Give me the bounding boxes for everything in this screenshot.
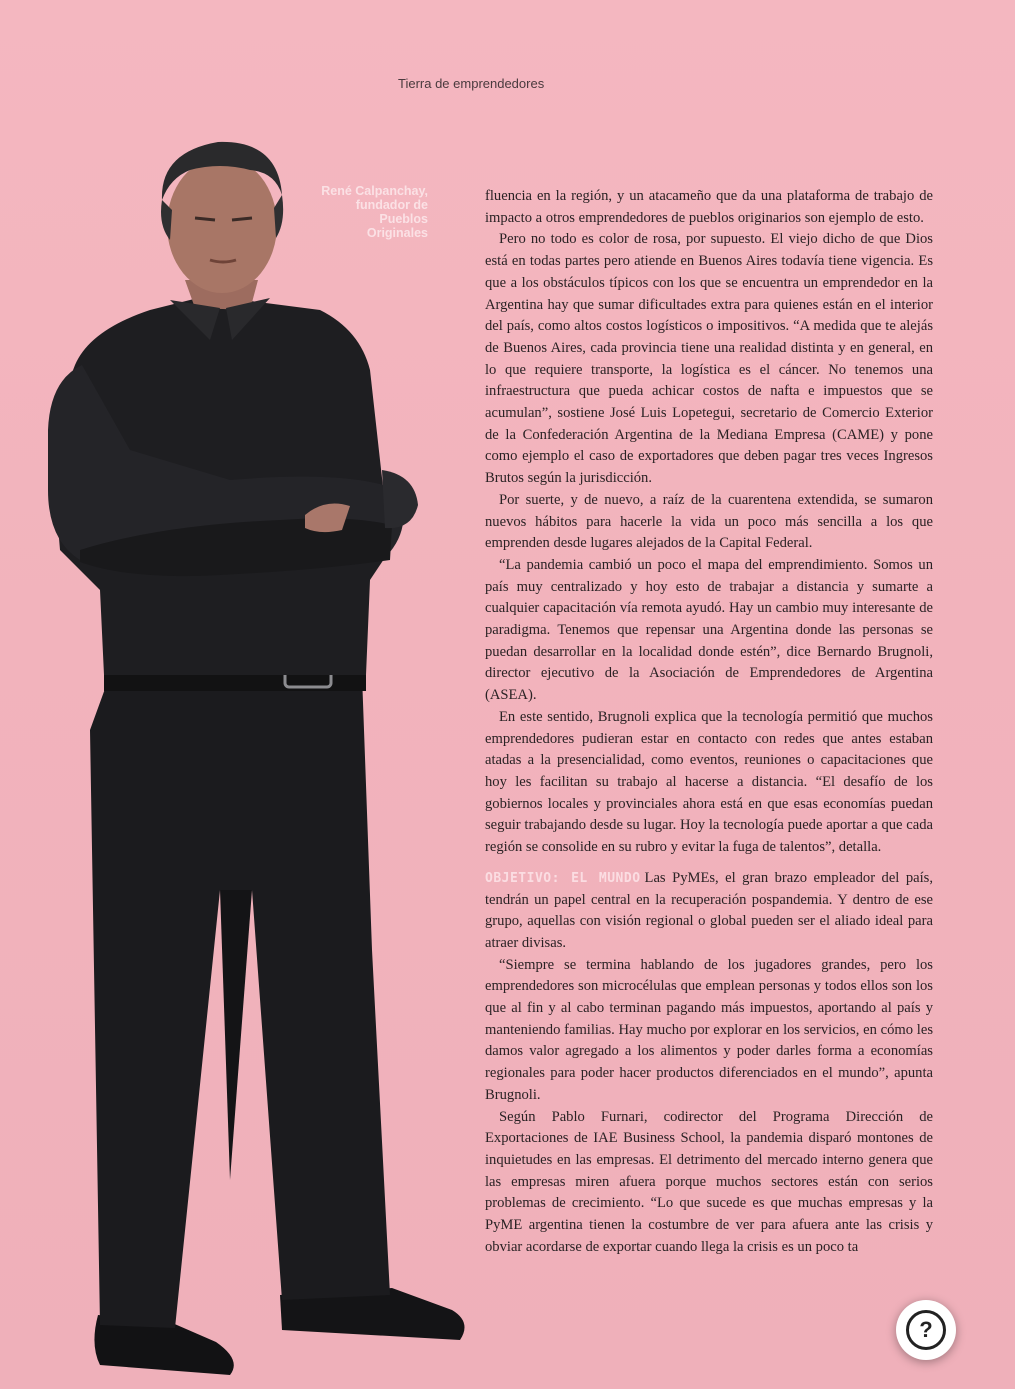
photo-caption: René Calpanchay, fundador de Pueblos Originales	[321, 184, 428, 240]
paragraph: “La pandemia cambió un poco el mapa del emprendimiento. Somos un país muy centralizado y hoy esto de trabajar a distancia y sumarte a cualquier capacitación vía remota ayudó. Hay un cambio muy interesante de paradigma. Tenemos que repensar una Argentina donde las personas se puedan desarrollar en la localidad donde estén”, dice Bernardo Brugnoli, director ejecutivo de la Asociación de Emprendedores de Argentina (ASEA).	[485, 556, 933, 704]
paragraph: “Siempre se termina hablando de los jugadores grandes, pero los emprendedores son microcélulas que emplean personas y todos ellos son los que al fin y al cabo terminan pagando más impuestos, aportando al país y manteniendo familias. Hay mucho por explorar en los servicios, en cómo les damos valor agregado a los alimentos y poder darles forma a economías regionales para poder hacer productos diferenciados en el mundo”, apunta Brugnoli.	[485, 956, 933, 1103]
paragraph: fluencia en la región, y un atacameño que da una plataforma de trabajo de impacto a otros emprendedores de pueblos originarios son ejemplo de esto.	[485, 188, 933, 226]
paragraph: Pero no todo es color de rosa, por supuesto. El viejo dicho de que Dios está en todas partes pero atiende en Buenos Aires todavía tiene vigencia. Es que a los obstáculos típicos con los que se encuentra un emprendedor en la Argentina hay que sumar dificultades extra para quienes están en el interior del país, como altos costos logísticos o impositivos. “A medida que te alejás de Buenos Aires, cada provincia tiene una realidad distinta y en general, en lo que requiere transporte, la logística es el cáncer. No tenemos una infraestructura que pueda achicar costos de nafta e impuestos que se acumulan”, sostiene José Luis Lopetegui, secretario de Comercio Exterior de la Confederación Argentina de la Mediana Empresa (CAME) y pone como ejemplo el caso de exportadores que deben pagar tres veces Ingresos Brutos según la jurisdicción.	[485, 231, 933, 487]
article-body	[485, 186, 933, 1258]
paragraph: Según Pablo Furnari, codirector del Programa Dirección de Exportaciones de IAE Business School, la pandemia disparó montones de inquietudes en las empresas. El detrimento del mercado interno genera que las empresas miren afuera porque muchos sectores están con serios problemas de crecimiento. “Lo que sucede es que muchas empresas y la PyME argentina tienen la costumbre de ver para afuera ante las crisis y obviar acordarse de exportar cuando llega la crisis es un poco ta	[485, 1108, 933, 1255]
section-heading: OBJETIVO: EL MUNDO	[485, 870, 641, 886]
help-button[interactable]	[896, 1300, 956, 1360]
paragraph-text: Las PyMEs, el gran brazo empleador del país, tendrán un papel central en la recuperación pospandemia. Y dentro de ese grupo, aquellas con visión regional o global pueden ser el aliado ideal para atraer divisas.	[485, 869, 933, 951]
paragraph: Por suerte, y de nuevo, a raíz de la cuarentena extendida, se sumaron nuevos hábitos para hacerle la vida un poco más sencilla a los que emprenden desde lugares alejados de la Capital Federal.	[485, 491, 933, 552]
running-header: Tierra de emprendedores	[398, 76, 545, 91]
person-photo	[20, 130, 480, 1389]
help-question-icon: ?	[906, 1310, 946, 1350]
section-paragraph	[485, 868, 933, 955]
paragraph: En este sentido, Brugnoli explica que la tecnología permitió que muchos emprendedores pudieran estar en contacto con redes que antes estaban atadas a la presencialidad, como eventos, reuniones o capacitaciones que hoy les facilitan su trabajo al hacerse a distancia. “El desafío de los gobiernos locales y provinciales ahora está en que esas economías puedan seguir trabajando desde su lugar. Hoy la tecnología puede aportar a que cada región se consolide en su rubro y evitar la fuga de talentos”, detalla.	[485, 708, 933, 856]
